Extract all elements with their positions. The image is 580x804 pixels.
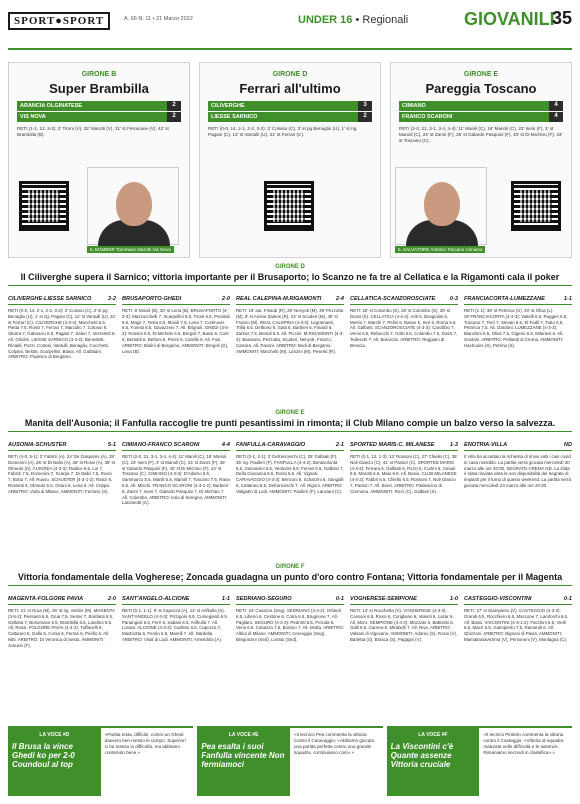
away-score: 2 <box>358 112 372 122</box>
match-body: RETI: 27' st Giampietro (V). CASTEGGIO (4-3-3): Grandi 6.5, Rocchiero 6.5, Maccone 7, Lamforchi 6.5. All. Bassi. VISCONTINI (4-3-1-2): Facchini 6.5, Vielli 6.5, Macrì 6.5, Giampietro 7.5, Ramondi 6. All. Ghizzoni. ARBITRO: Bignoni di Pavia. AMMONITI: Mamaitasiavezima (V), Personeni (V), Montagna (C). <box>464 608 569 642</box>
match-score: 1-3 <box>449 442 458 448</box>
band-label: GIRONE E <box>275 410 305 416</box>
card-body: RETI (0-0, 14, 2-1, 2-2, 3-2): 3' Colosio (C), 3' st pg Benaglio (U), 1' st rig. Pagani (C), 12' st Vantulli (U), 31' st Ferrari (C). <box>208 126 358 137</box>
quote-tag: LA VOCE #E <box>228 732 259 738</box>
match-title: ENOTRIA-VILLA <box>464 442 508 448</box>
match-report <box>122 596 230 720</box>
match-report <box>122 296 230 404</box>
match-report <box>350 296 458 404</box>
away-team: FRANCO SCARONI <box>399 112 549 122</box>
quote-headline: Pea esalta i suoi Fanfulla vincente Non fermiamoci <box>201 742 285 769</box>
match-title: REAL CALEPINA-M.RIGAMONTI <box>236 296 322 302</box>
quote-headline: Il Brusa la vince Ghedi ko per 2-0 Coundoul al top <box>12 742 75 769</box>
card-girone-b <box>8 62 190 258</box>
match-score: 4-4 <box>221 442 230 448</box>
match-title: FANFULLA-CARAVAGGIO <box>236 442 306 448</box>
match-score: 0-1 <box>563 596 572 602</box>
band-headline: Vittoria fondamentale della Vogherese; Zoncada guadagna un punto d'oro contro Fontana; Vittoria fondamentale per il Magenta <box>17 572 563 582</box>
match-body: RETI: 21' st Grua (M), 35' st rig. Sesler (M). MAGENTA (3-5-2): Piersanti 6.5, Grua 7.5, Sesler 7, Bonfanti 6.5, Gallotta 7, Bonomaso 6.5, Brambilla 6.5, Landino 6.5. All. Rossi. FOLGORE PAVIA (4-4-2): Tuffanelli 6, Cattaneo 6, Gallo 6, Corsa 6, Ferrari 6, Perillo 6. All. Nitti. ARBITRO: Di Veronica di Sesto. AMMONITI: Jonussi (F). <box>8 608 115 648</box>
band-divider <box>8 431 572 432</box>
card-scoreboard <box>17 101 181 122</box>
card-scoreboard <box>399 101 563 122</box>
photo-caption: IL SALVATORE Antonio Toscano Cimiano <box>395 246 485 253</box>
match-report <box>122 442 230 558</box>
home-team: CILIVERGHE <box>208 101 358 111</box>
match-title: SPORTED MARIS-C. MILANESE <box>350 442 435 448</box>
card-title: Super Brambilla <box>49 81 149 96</box>
match-body: RETI (4-0, 5-1): 2' Fabrizi (A), 24' De Gasparini (A), 28' Domenini (A), 26' st Di Nallo (A), 38' st Rossi (A), 38' st Olmedo (S). AUSONIA (4-3-3): Radice 6.5, Loi 7, Fabrizi 7.5, Domenini 7, Scarpa 7, Di Nallo 7.5, Rossi 7, Botta 7. All. Russo. SCHUSTER (4-3-1-2): Ranzi 6, Rossetti 6, Olmedo 6.5, Oriani 6, Lena 6. All. Crippa. ARBITRO: Viola di Milano. AMMONITI: Ferrario (S). <box>8 454 115 494</box>
match-body: RETI: 24' Casazza (Seg). SEDRIANO (4-4-2): Orlandi 6.5, Liberio 6, Cestone 6, Cotra 6.5, Brugnone 7. All. Pagliaro. SEGURO (4-3-3): Pedrotti 6.5, Peruda 6, Vena 6.5, Casazza 7.5, Bovisio 7. All. Motta. ARBITRO: Albini di Milano. AMMONITI: Cereoggio (Seg), Bregonzini (Sed), Lovato (Sed). <box>236 608 344 642</box>
issue-date: A. 66 N. 11 • 21 Marzo 2022 <box>124 16 193 22</box>
quote-box-f <box>387 726 572 796</box>
quote-box-e <box>197 726 382 796</box>
page-number: 35 <box>551 8 572 28</box>
home-score: 2 <box>167 101 181 111</box>
match-body: RETI (2-0, 21, 3-1, 3-4, 4-4): 11' Manili (C), 18' Marioli (C), 23' Iseni (F), 3' st Manoli (C), 24' st Zanni (F), 36' st Galardo Pasquini (F), 40' st Di Michino (F), 43' st Toscano (C). CIMIANO (4-3-3): D'Adamo 5.5, Sammarco 5.5, Manili 6.5, Marioli 7, Toscano 7.5, Rana 6.5. All. Mischi. FRANCO SCARONI (4-3-1-2): Barbieri 6, Zanni 7, Iseni 7, Galardo Pasquini 7, Di Michino 7. All. Colombo. ARBITRO: Iorio di Seregno. AMMONITI: Lanzarotti (C). <box>122 454 230 506</box>
card-body: RETI (1-1, 12, 3-2): 2' Tironi (V), 32' Marotti (V), 31' st Ferracane (V); 43' st Brambilla (B). <box>17 126 169 137</box>
home-team: CIMIANO <box>399 101 549 111</box>
card-girone-e <box>390 62 572 258</box>
featured-cards <box>8 62 572 258</box>
match-title: AUSONIA-SCHUSTER <box>8 442 67 448</box>
section-category: UNDER 16 <box>298 14 353 26</box>
match-score: 1-1 <box>563 296 572 302</box>
match-score: 0-3 <box>449 296 458 302</box>
band-headline: Manita dell'Ausonia; il Fanfulla raccoglie tre punti pesantissimi in rimonta; il Club Milano compie un balzo verso la salvezza. <box>24 418 556 428</box>
match-body: RETI (1-1): 38' st Petrinca (S), 40' st Oliva (L). SF.FRANCIACORTA (4-3-3): Vaitelli 6.5, Roggeri 6.5, Toscano 7, Terri 7, Stevan 6.5, El Fadil 7, Tutto 6.5, Petrinca 7.5. All. Gardoni. LUMEZZANE (4-3-3): Bianchini 6.5, Oliva 7.5, Gigerio 6.5, Milanesi 6. All. Scalvini. ARBITRO: Pellandi di Crema. AMMONITI: Hachouini (S), Petrina (S). <box>464 308 568 348</box>
card-body: RETI (2-0, 21, 3-1, 3-4, 4-4): 11' Manili (C), 18' Marioli (C), 23' Iseni (F), 3' st Manoli (C), 24' st Zanni (F), 36' st Galardo Pasquini (F), 40' st Di Michino (F), 43' st Toscano (C). <box>399 126 563 143</box>
away-team: VIS NOVA <box>17 112 167 122</box>
coach-quotes <box>8 726 572 796</box>
match-report <box>236 442 344 558</box>
quote-tag: LA VOCE #D <box>39 732 70 738</box>
home-score: 4 <box>549 101 563 111</box>
qr-code-icon <box>511 181 561 231</box>
header-divider <box>8 48 572 50</box>
band-label: GIRONE F <box>275 564 305 570</box>
card-girone-label: GIRONE E <box>463 71 499 78</box>
match-title: FRANCIACORTA-LUMEZZANE <box>464 296 545 302</box>
match-score: ND <box>563 442 572 448</box>
card-scoreboard <box>208 101 372 122</box>
match-body: RETI (0-1, 2-1): 2' Defranceschi (C), 25' Galbiati (F), 35' rig. Paulleri (F). FANFULLA (4-4-2): Bonavolontà 6.5, Garrassini 6.5, Venturini 6.5, Ferrari 6.5, Galbiati 7, Della Giovanna 6.5, Rossi 6.5. All. Vignati. CARAVAGGIO (4-3-3): Benzoni 6, Scharzini 6, Sangalli 6, Cattaneo 6.5, Defranceschi 7. All. Rigoni. ARBITRO: Valigatto di Lodi. AMMONITI: Paulleri (F), Lanciani (C). <box>236 454 344 494</box>
girone-d-band <box>8 264 572 286</box>
match-score: 2-1 <box>335 442 344 448</box>
match-title: CASTEGGIO-VISCONTINI <box>464 596 532 602</box>
match-title: VOGHERESE-SEMPIONE <box>350 596 417 602</box>
qr-code-icon <box>19 181 69 231</box>
match-title: CILIVERGHE-LIESSE SARNICO <box>8 296 92 302</box>
home-team: ARANCIA OLGINATESE <box>17 101 167 111</box>
match-score: 2-0 <box>107 596 116 602</box>
section-title <box>298 14 408 26</box>
match-score: 5-1 <box>107 442 116 448</box>
band-divider <box>8 585 572 586</box>
match-body: RETI (0-1, 12, 1-3): 13' Rossoni (C), 27' Chiello (C), 36' Noè Dianzo (C), 41' st Pastori (C). SPORTED MARIS (4-4-2): Ferrara 6, Galbiati 6, Pozzi 6, Curtini 6, Cesari 6.5, Marotti 6.5, Maio 6.5. All. Bosio. CLUB MILANESE (4-4-2): Fabbri 6.5, Chiello 6.5, Rossoni 7, Noè Dianzo 7, Pastori 7. All. Boeri. ARBITRO: Pallavicino di Cremona. AMMONITI: Ricci (C), Galbiati (S). <box>350 454 458 494</box>
band-label: GIRONE D <box>275 264 305 270</box>
quote-tag: LA VOCE #F <box>418 732 448 738</box>
match-body: RETI (0-1, 1-1): 8' st Capozza (A), 13' st Arifkulla (S). SANT'ANGELO (4-3-3): Pizzigoni 6.5, Cumegiardi 6.5, Panangioli 6.5, Ferri 6, Sabani 6.5, Arifkulla 7. All. Lovato. ALCIONE (4-3-3): Codiloni 6.5, Capozza 7, Mastriotta 6, Ferdio 6.5, Marelli 7. All. Nardella. ARBITRO: Vitali di Lodi. AMMONITI: Amendola (A). <box>122 608 229 642</box>
quote-text: «Il tecnico Pea commenta la vittoria contro il Caravaggio: «Abbiamo giocato una partita perfetta contro una grande squadra, continuiamo così».» <box>293 732 375 755</box>
girone-d-matches <box>8 296 572 404</box>
match-title: CELLATICA-SCANZOROSCIATE <box>350 296 436 302</box>
page-header <box>8 8 572 44</box>
card-girone-label: GIRONE D <box>272 71 308 78</box>
match-title: CIMIANO-FRANCO SCARONI <box>122 442 200 448</box>
player-photo <box>87 167 179 245</box>
match-title: BRUSAPORTO-GHEDI <box>122 296 182 302</box>
band-headline: Il Ciliverghe supera il Sarnico; vittoria importante per il Brusaporto; lo Scanzo ne fa tre al Cellatica e la Rigamonti cala il poker <box>20 272 560 282</box>
match-score: 0-1 <box>335 596 344 602</box>
girone-e-matches <box>8 442 572 558</box>
section-region: • Regionali <box>355 14 409 26</box>
home-score: 3 <box>358 101 372 111</box>
photo-caption: IL BOMBER Tommaso Marotti Vis Nova <box>87 246 174 253</box>
match-body: RETI: 13' st Rocchetta (V). VOGHERESE (4-3-3): Cossoni 6.5, Rossi 6, Corigliano 6, Valenti 6, Lazar 6. All. Moro. SEMPIONE (4-4-2): Mozzato 6, Battistini 6, Galli 6.5, Carrera 6, Mirabelli 7. All. Riva. ARBITRO: Valsani di Vigevano. AMMONITI: Adamo (S), Rossi (V), Barletta (S), Brasca (S), Pagagni (V). <box>350 608 458 642</box>
match-report <box>464 296 572 404</box>
section-banner: GIOVANILI <box>464 9 555 29</box>
band-divider <box>8 285 572 286</box>
match-report <box>236 596 344 720</box>
quote-headline: La Viscontini c'è Quante assenze Vittoria cruciale <box>390 742 454 769</box>
quote-text: «Il tecnico Pinietro commenta la vittoria contro il Casteggio: «Vittoria di squadra maturata nelle difficoltà e le assenze. Rimaniamo secondi in classifica».» <box>483 732 564 755</box>
match-report <box>350 596 458 720</box>
match-body: RETI: 25' st Colombo (S), 25' st Colombo (S), 35' st Dossi (S). CELLATICA (4-4-2): Ariti 6, Bongiolini 6, Merini 7, Marchi 7, Pelini 6, Basso 6, Seri 6, Roma 5.5. All. Galfanti. SCANZOROSCIATE (4-3-3): Carobbio 7, Venni 6.5, Rebecchi 7, Gritti 6.5, Colombo 7.5, Dossi 7, Tedeschi 7. All. Bonvicini. ARBITRO: Reggiani di Brescia. <box>350 308 458 348</box>
match-report <box>8 442 116 558</box>
match-score: 2-0 <box>221 296 230 302</box>
match-report <box>236 296 344 404</box>
girone-e-band <box>8 410 572 432</box>
match-score: 3-2 <box>107 296 116 302</box>
quote-text: «Partita tosta, difficile, contro un Ghedi davvero ben messo in campo. Superiori ci ha messo in difficoltà, ma abbiamo contenuto bene.» <box>104 732 186 755</box>
match-body: RETI (0-0, 14, 2-1, 2-2, 3-2): 3' Colosio (C), 3' st pg Benaglio (U), 1' st rig. Pagani (C), 12' st Vantulli (U), 31' st Ferrari (C). CILIVERGHE (4-3-3): Macchetti 6.5, Pietta 7.5, Rossi 7, Ferrari 7, Marzullo 7, Colosio 8, Sbarra 7, Gaboscio 6.5, Pagani 7, Saleri 7, Verzeletti 6. All. Ghidini. LIESSE SARNICO (4-4-2): Benedetti, Rinaldi, Pozzi, Cortesi, Vantulli, Benaglio, Cocchetti, Colpani, Belotti, Scarpellini, Biava. All. Gabbiani. ARBITRO: Popescu di Bergamo. <box>8 308 116 360</box>
newspaper-logo: SPORT●SPORT <box>8 12 110 30</box>
qr-code-icon <box>264 181 314 231</box>
match-report <box>8 296 116 404</box>
girone-f-band <box>8 564 572 586</box>
match-title: SEDRIANO-SEGURO <box>236 596 292 602</box>
match-report <box>350 442 458 558</box>
quote-box-d <box>8 726 193 796</box>
match-title: MAGENTA-FOLGORE PAVIA <box>8 596 84 602</box>
away-team: LIESSE SARNICO <box>208 112 358 122</box>
card-title: Ferrari all'ultimo <box>239 81 341 96</box>
card-title: Pareggia Toscano <box>425 81 537 96</box>
match-score: 2-4 <box>335 296 344 302</box>
match-title: SANT'ANGELO-ALCIONE <box>122 596 190 602</box>
match-body: RETI: 18' aut. Finardi (R), 28' Nenyok (M), 39' Pezzotta (M), 8' st Amine Zarkos (R), 24' st Scuderi (M), 40' st Franzo (M). REAL CALEPINA (4-3-3): Legramanti, Trilla 6.5, Delbono 6, Gatti 6, Barbieri 6, Finardi 6, Zarkos 7.5, Bertoli 6.5. All. Piccini. M.RIGAMONTI (4-3-3): Bassiano, Pezzotta, Scuderi, Nenyok, Franzo, Carrara. All. Pavoni. ARBITRO: Bodi di Bergamo. AMMONITI: Marchetti (M), Lanzini (M), Pesenti (R). <box>236 308 344 354</box>
match-body: Il Villa ha accettato la richiesta di rinvio visti i casi covid in casa rossoblù. La partita verrà giocata mercoledì 30 marzo alle ore 20:30. SEGRATE-CREMA ND. La sfida è stata rinviata vista la non disponibilità del Segrate di impianti per il turno di questo weekend. La partita verrà giocata mercoledì 23 marzo alle ore 20:30. <box>464 454 571 488</box>
match-report <box>464 596 572 720</box>
away-score: 4 <box>549 112 563 122</box>
match-score: 1-1 <box>221 596 230 602</box>
card-girone-d <box>199 62 381 258</box>
player-photo <box>395 167 487 245</box>
match-report <box>464 442 572 558</box>
match-score: 1-0 <box>449 596 458 602</box>
girone-f-matches <box>8 596 572 720</box>
match-body: RETI: 8' Moioli (B), 30' st Lena (B). BRUSAPORTO (4-3-3): Mazzucchelli 7, Scarpellini 6.5, Tironi 6.5, Previtali 6.5, Magri 7, Testa 6.5, Moioli 7.5, Lena 7, Cortinovis 6.5, Foresti 6.5, Gavazzeni 7. All. Brignoli. GHEDI (3-5-2): Rossini 6.5, Di Michele 6.5, Bregoli 7, Bassi 6, Cont 6, Bertoldi 6, Bettoni 6, Perini 6, Carella 6. All. Fusi. ARBITRO: Biolini di Bergamo. AMMONITI: Bregoli (G), Lena (B). <box>122 308 230 354</box>
away-score: 2 <box>167 112 181 122</box>
card-girone-label: GIRONE B <box>81 71 117 78</box>
match-report <box>8 596 116 720</box>
